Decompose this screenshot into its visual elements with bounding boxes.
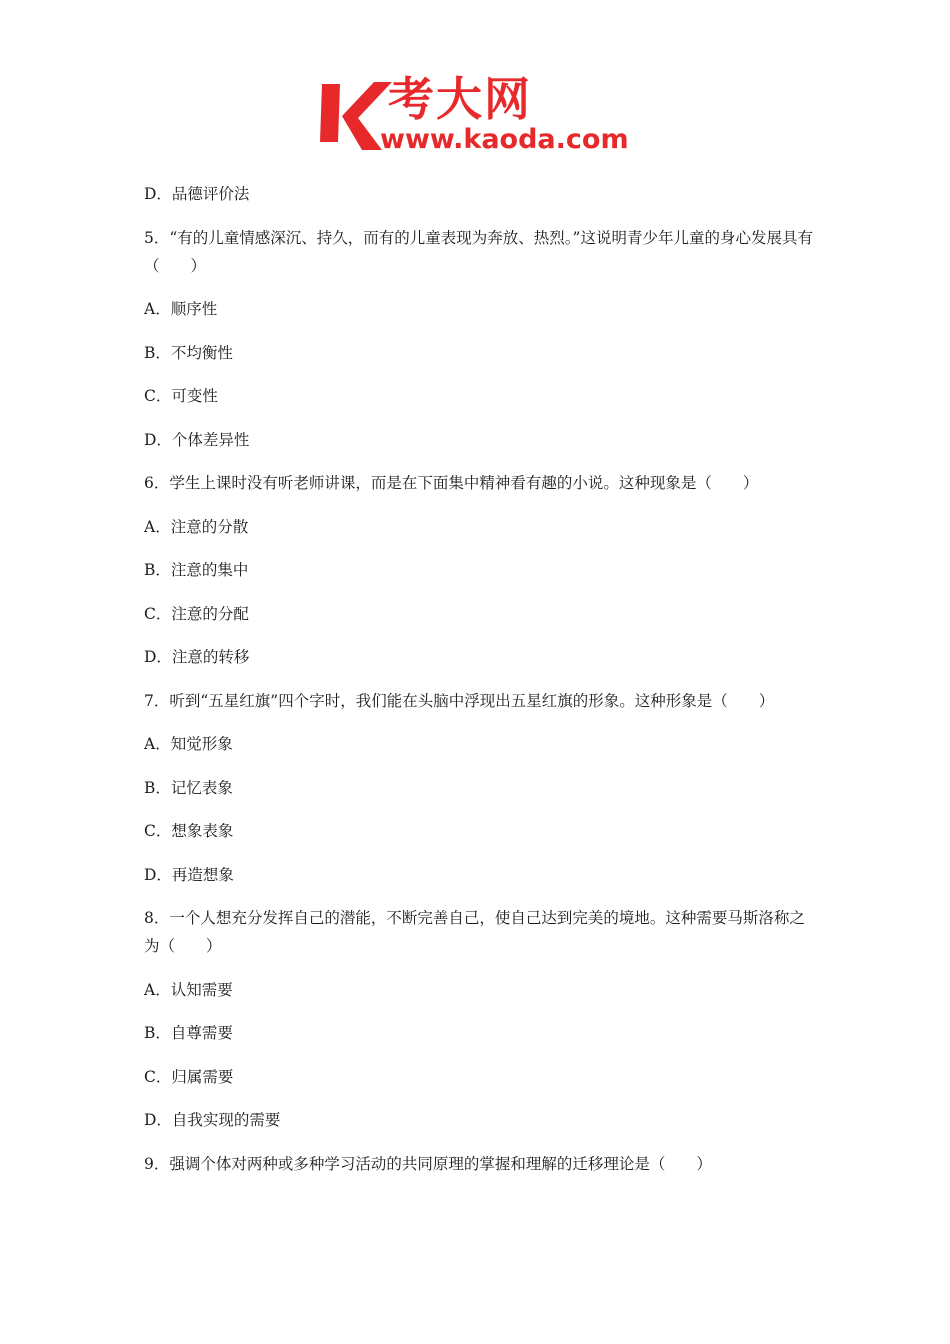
exam-content bbox=[144, 180, 814, 1193]
logo-chinese-text: 考大网 bbox=[388, 72, 532, 126]
option-8d: D．自我实现的需要 bbox=[144, 1111, 281, 1129]
option-8b: B．自尊需要 bbox=[144, 1024, 233, 1042]
question-8: 8．一个人想充分发挥自己的潜能，不断完善自己，使自己达到完美的境地。这种需要马斯洛称之为（ ） bbox=[144, 909, 805, 955]
logo-url-text: www.kaoda.com bbox=[380, 124, 629, 155]
option-5c: C．可变性 bbox=[144, 387, 218, 405]
option-5b: B．不均衡性 bbox=[144, 343, 233, 362]
option-5a: A．顺序性 bbox=[144, 300, 218, 318]
option-6c: C．注意的分配 bbox=[144, 604, 249, 623]
option-8c: C．归属需要 bbox=[144, 1067, 234, 1086]
kaoda-logo bbox=[318, 72, 638, 160]
option-4d: D．品德评价法 bbox=[144, 185, 250, 203]
question-9: 9．强调个体对两种或多种学习活动的共同原理的掌握和理解的迁移理论是（ ） bbox=[144, 1154, 712, 1173]
question-6: 6．学生上课时没有听老师讲课，而是在下面集中精神看有趣的小说。这种现象是（ ） bbox=[144, 474, 759, 492]
option-6b: B．注意的集中 bbox=[144, 561, 249, 579]
option-7b: B．记忆表象 bbox=[144, 778, 233, 797]
option-7a: A．知觉形象 bbox=[144, 735, 233, 753]
question-7: 7．听到“五星红旗”四个字时，我们能在头脑中浮现出五星红旗的形象。这种形象是（ ） bbox=[144, 691, 775, 710]
question-5: 5．“有的儿童情感深沉、持久，而有的儿童表现为奔放、热烈。”这说明青少年儿童的身心发展具有（ ） bbox=[144, 228, 813, 275]
option-8a: A．认知需要 bbox=[144, 980, 233, 999]
option-5d: D．个体差异性 bbox=[144, 430, 250, 449]
option-6a: A．注意的分散 bbox=[144, 517, 249, 536]
option-6d: D．注意的转移 bbox=[144, 648, 250, 666]
option-7c: C．想象表象 bbox=[144, 822, 234, 840]
option-7d: D．再造想象 bbox=[144, 865, 234, 884]
